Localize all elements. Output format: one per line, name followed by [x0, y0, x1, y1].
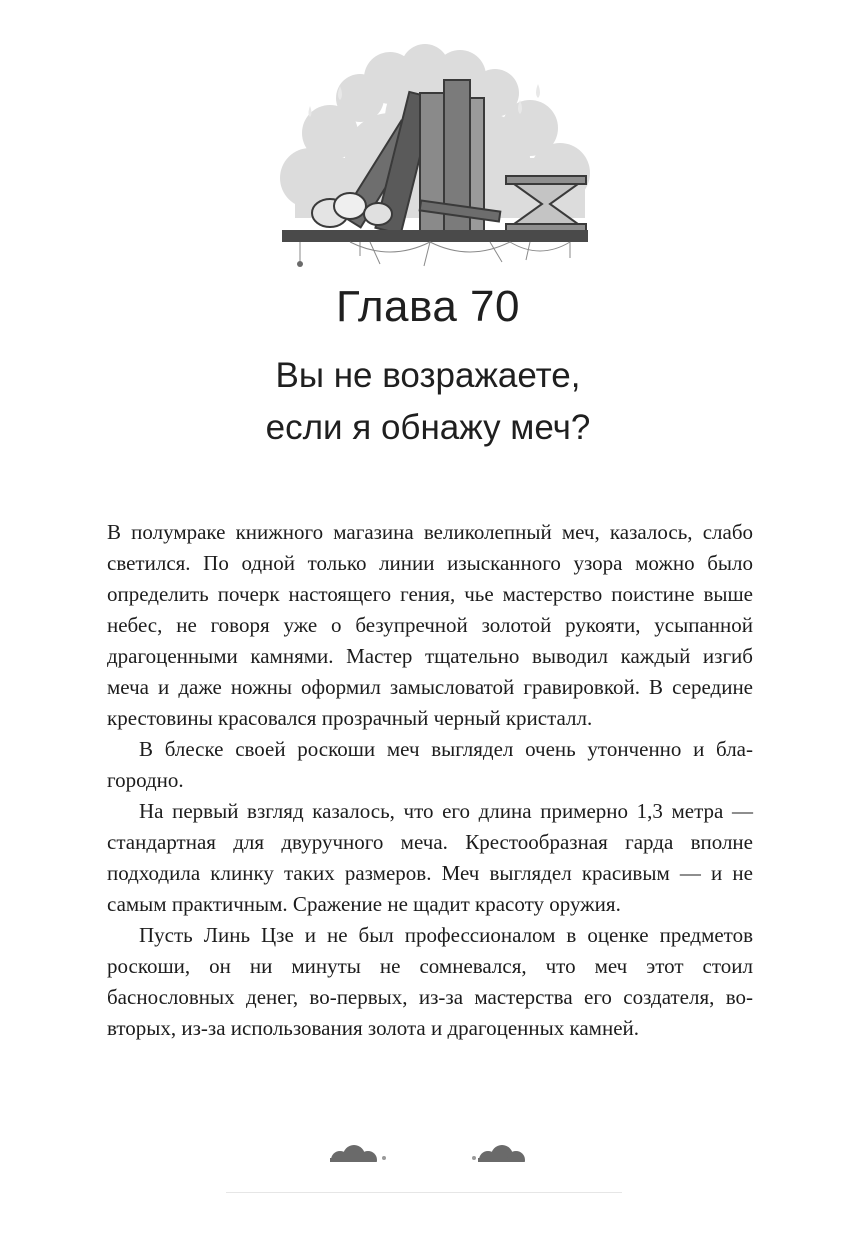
footer-divider: [226, 1192, 622, 1193]
chapter-subtitle-line: если я обнажу меч?: [265, 408, 591, 447]
bookshelf-illustration-icon: [270, 38, 600, 273]
body-text: [107, 517, 753, 1044]
chapter-title: Глава 70: [335, 282, 521, 331]
paragraph: В блеске своей роскоши меч выглядел очень утонченно и благородно.: [107, 737, 753, 792]
cloud-ornament-icon: [300, 1138, 556, 1162]
chapter-subtitle-line: Вы не возражаете,: [275, 356, 581, 395]
paragraph: На первый взгляд казалось, что его длина примерно 1,3 метра — стандартная для двуручного меча. Крестообразная гарда вполне подходила клинку таких размеров. Меч выглядел красивым — и не самым практичным. Сражение не щадит красоту оружия.: [107, 799, 753, 916]
paragraph: В полумраке книжного магазина великолепный меч, казалось, слабо светился. По одной только линии изысканного узора можно было определить почерк настоящего гения, чье мастерство поистине выше небес, не говоря уже о безупречной золотой рукояти, усыпанной драгоценными камнями. Мастер тщательно выводил каждый изгиб меча и даже ножны оформил замысловатой гравировкой. В середине крестовины красовался прозрачный черный кристалл.: [107, 520, 753, 730]
paragraph: Пусть Линь Цзе и не был профессионалом в оценке предметов роскоши, он ни минуты не сомневался, что меч этот стоил баснословных денег, во-первых, из-за мастерства его создателя, во-вторых, из-за использования золота и драгоценных камней.: [107, 923, 753, 1040]
chapter-subtitle: [0, 350, 856, 454]
